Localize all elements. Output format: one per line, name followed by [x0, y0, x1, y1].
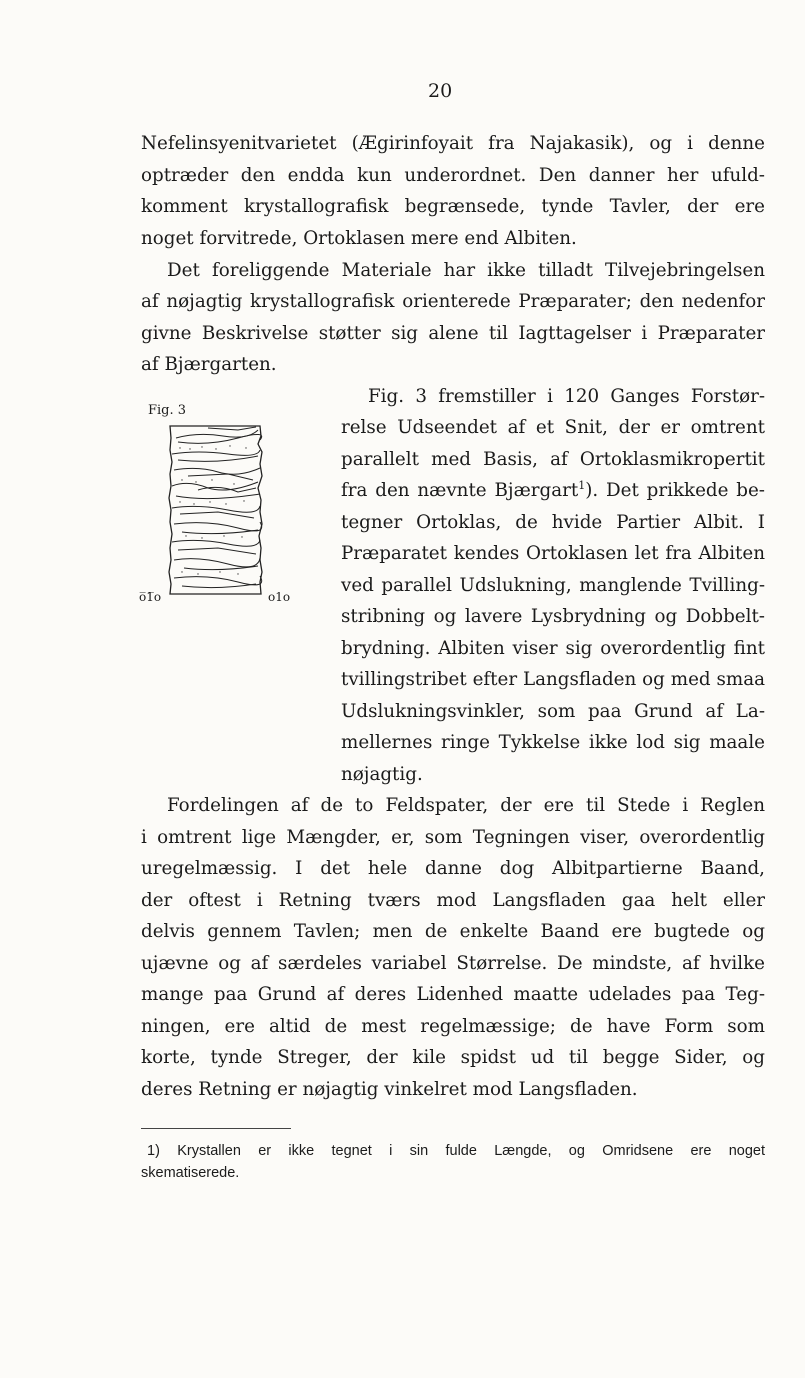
figure-3-drawing — [168, 424, 265, 596]
text-line: Nefelinsyenitvarietet (Ægirinfoyait fra Najakasik), og i denne — [141, 133, 765, 154]
text-line: noget forvitrede, Ortoklasen mere end Albiten. — [141, 228, 577, 249]
footnote-line: skematiserede. — [141, 1165, 240, 1181]
text-segment: ). Det prikkede be- — [585, 480, 765, 501]
text-line: nøjagtig. — [341, 764, 423, 785]
text-line: stribning og lavere Lysbrydning og Dobbelt- — [341, 606, 765, 627]
text-line: Fig. 3 fremstiller i 120 Ganges Forstør- — [368, 386, 765, 407]
text-line: komment krystallografisk begrænsede, tynde Tavler, der ere — [141, 196, 765, 217]
text-line: ujævne og af særdeles variabel Størrelse. De mindste, af hvilke — [141, 953, 765, 974]
text-line: Udslukningsvinkler, som paa Grund af La- — [341, 701, 765, 722]
text-line: Præparatet kendes Ortoklasen let fra Albiten — [341, 543, 765, 564]
text-line: relse Udseendet af et Snit, der er omtrent — [341, 417, 765, 438]
text-line: i omtrent lige Mængder, er, som Tegningen viser, overordentlig — [141, 827, 765, 848]
text-segment: fra den nævnte Bjærgart — [341, 480, 579, 501]
text-line: optræder den endda kun underordnet. Den danner her ufuld- — [141, 165, 765, 186]
text-line: korte, tynde Streger, der kile spidst ud til begge Sider, og — [141, 1047, 765, 1068]
text-line: uregelmæssig. I det hele danne dog Albitpartierne Baand, — [141, 858, 765, 879]
text-line: givne Beskrivelse støtter sig alene til Iagttagelser i Præparater — [141, 323, 765, 344]
text-line: mange paa Grund af deres Lidenhed maatte udelades paa Teg- — [141, 984, 765, 1005]
page-number: 20 — [428, 80, 453, 102]
text-line: tegner Ortoklas, de hvide Partier Albit. I — [341, 512, 765, 533]
text-line: mellernes ringe Tykkelse ikke lod sig maale — [341, 732, 765, 753]
figure-label: Fig. 3 — [148, 403, 187, 418]
text-line: brydning. Albiten viser sig overordentlig fint — [341, 638, 765, 659]
footnote-reference: 1 — [578, 478, 586, 492]
footnote-marker: 1) — [147, 1143, 160, 1159]
text-line: ningen, ere altid de mest regelmæssige; de have Form som — [141, 1016, 765, 1037]
text-line: af nøjagtig krystallografisk orienterede Præparater; den nedenfor — [141, 291, 765, 312]
text-line — [341, 475, 765, 507]
text-line: der oftest i Retning tværs mod Langsfladen gaa helt eller — [141, 890, 765, 911]
text-line: Fordelingen af de to Feldspater, der ere til Stede i Reglen — [167, 795, 765, 816]
axis-label-right: o1o — [268, 590, 291, 604]
footnote-line — [147, 1140, 765, 1162]
text-line: tvillingstribet efter Langsfladen og med smaa — [341, 669, 765, 690]
axis-label-left: o̅1̅o — [139, 590, 162, 604]
text-line: Det foreliggende Materiale har ikke tilladt Tilvejebringelsen — [167, 260, 765, 281]
text-line: ved parallel Udslukning, manglende Tvilling- — [341, 575, 765, 596]
text-line: deres Retning er nøjagtig vinkelret mod Langsfladen. — [141, 1079, 638, 1100]
text-line: delvis gennem Tavlen; men de enkelte Baand ere bugtede og — [141, 921, 765, 942]
footnote-text: Krystallen er ikke tegnet i sin fulde Længde, og Omridsene ere noget — [177, 1143, 765, 1159]
text-line: parallelt med Basis, af Ortoklasmikropertit — [341, 449, 765, 470]
text-line: af Bjærgarten. — [141, 354, 277, 375]
footnote-divider — [141, 1128, 291, 1129]
